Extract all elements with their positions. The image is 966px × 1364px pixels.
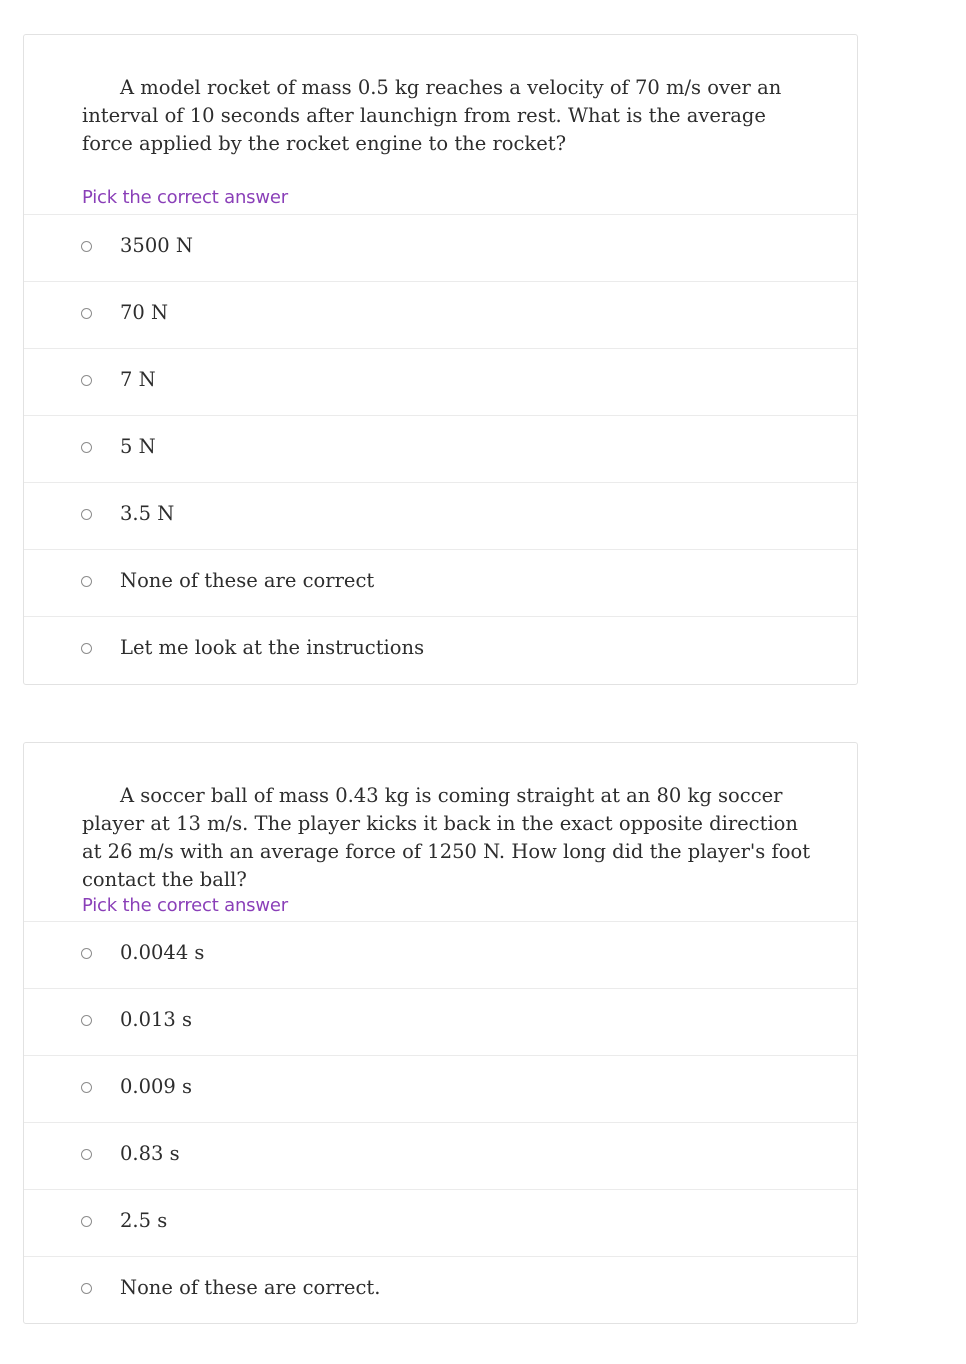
question-card-1	[23, 34, 858, 685]
answer-options	[24, 921, 857, 1323]
radio-button[interactable]	[81, 241, 92, 252]
radio-button[interactable]	[81, 442, 92, 453]
option-label: Let me look at the instructions	[120, 636, 425, 659]
option-label: 0.013 s	[120, 1008, 193, 1031]
answer-option[interactable]	[24, 348, 857, 415]
radio-button[interactable]	[81, 509, 92, 520]
option-label: 70 N	[120, 301, 169, 324]
answer-option[interactable]	[24, 1122, 857, 1189]
option-label: 0.009 s	[120, 1075, 193, 1098]
radio-button[interactable]	[81, 375, 92, 386]
option-label: 7 N	[120, 368, 156, 391]
answer-option[interactable]	[24, 1189, 857, 1256]
answer-option[interactable]	[24, 281, 857, 348]
radio-button[interactable]	[81, 1015, 92, 1026]
answer-option[interactable]	[24, 616, 857, 683]
radio-button[interactable]	[81, 1082, 92, 1093]
radio-button[interactable]	[81, 1149, 92, 1160]
answer-options	[24, 214, 857, 683]
radio-button[interactable]	[81, 643, 92, 654]
radio-button[interactable]	[81, 1216, 92, 1227]
answer-option[interactable]	[24, 214, 857, 281]
answer-prompt: Pick the correct answer	[82, 187, 288, 208]
option-label: None of these are correct.	[120, 1276, 381, 1299]
answer-option[interactable]	[24, 988, 857, 1055]
answer-option[interactable]	[24, 921, 857, 988]
option-label: 3500 N	[120, 234, 193, 257]
option-label: None of these are correct	[120, 569, 375, 592]
radio-button[interactable]	[81, 576, 92, 587]
question-text: A model rocket of mass 0.5 kg reaches a velocity of 70 m/s over an interval of 10 seconds after launchign from rest. What is the average force applied by the rocket engine to the rocket?	[82, 76, 782, 155]
radio-button[interactable]	[81, 308, 92, 319]
answer-option[interactable]	[24, 415, 857, 482]
answer-option[interactable]	[24, 1055, 857, 1122]
option-label: 2.5 s	[120, 1209, 168, 1232]
option-label: 3.5 N	[120, 502, 175, 525]
question-text: A soccer ball of mass 0.43 kg is coming straight at an 80 kg soccer player at 13 m/s. The player kicks it back in the exact opposite direction at 26 m/s with an average force of 1250 N. How long did the player's foot contact the ball?	[82, 784, 811, 891]
option-label: 0.83 s	[120, 1142, 180, 1165]
question-card-2	[23, 742, 858, 1324]
radio-button[interactable]	[81, 1283, 92, 1294]
radio-button[interactable]	[81, 948, 92, 959]
option-label: 0.0044 s	[120, 941, 205, 964]
answer-prompt: Pick the correct answer	[82, 895, 288, 916]
option-label: 5 N	[120, 435, 156, 458]
answer-option[interactable]	[24, 549, 857, 616]
answer-option[interactable]	[24, 1256, 857, 1323]
answer-option[interactable]	[24, 482, 857, 549]
